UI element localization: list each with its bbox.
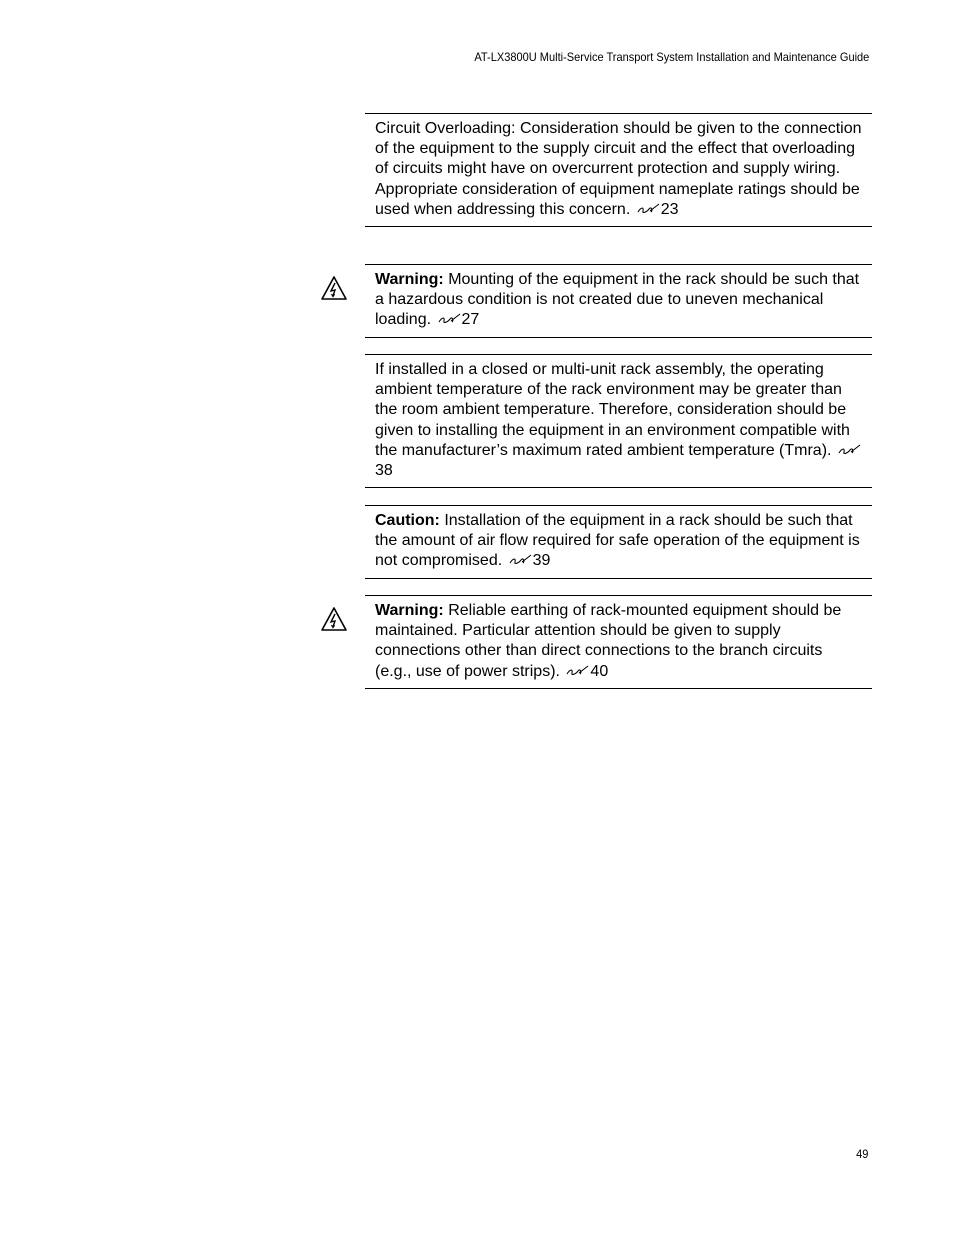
hand-writing-icon [838,444,862,456]
notice-warning-earthing [365,595,872,689]
notice-caution-air-flow [365,505,872,579]
hand-writing-icon [509,554,533,566]
notice-label: Warning: [375,602,444,619]
hand-writing-icon [438,313,462,325]
notice-text: If installed in a closed or multi-unit rack assembly, the operating ambient temperature of the rack environment may be greater than the room ambient temperature. Therefore, consideration should be given to installing the equipment in an environment compatible with the manufacturer’s maximum rated ambient temperature (Tmra). [375,361,850,459]
notice-label: Caution: [375,512,440,529]
notice-text: Mounting of the equipment in the rack should be such that a hazardous condition is not created due to uneven mechanical loading. [375,271,860,329]
notice-text: Reliable earthing of rack-mounted equipment should be maintained. Particular attention should be given to supply connections other than direct connections to the branch circuits (e.g., use of power strips). [375,602,842,680]
notice-text: Installation of the equipment in a rack should be such that the amount of air flow required for safe operation of the equipment is not compromised. [375,512,860,570]
notice-ref: 27 [461,311,480,329]
notice-ref: 38 [375,462,393,480]
notice-ref: 23 [660,200,679,218]
notice-label: Warning: [375,271,444,288]
notice-ref: 39 [532,552,551,570]
notice-ambient-temperature [365,354,872,488]
notice-ref: 40 [590,662,609,680]
electrical-hazard-warning-icon [320,275,348,301]
notice-text: Circuit Overloading: Consideration should be given to the connection of the equipment to the supply circuit and the effect that overloading of circuits might have on overcurrent protection and supply wiring. Appropriate consideration of equipment nameplate ratings should be used when addressing this concern. [375,120,862,218]
running-header: AT-LX3800U Multi-Service Transport System Installation and Maintenance Guide [474,50,869,64]
electrical-hazard-warning-icon [320,606,348,632]
hand-writing-icon [566,665,590,677]
notice-warning-mechanical-loading [365,264,872,338]
page-number: 49 [855,1147,868,1161]
hand-writing-icon [637,203,661,215]
notice-circuit-overloading [365,113,872,227]
